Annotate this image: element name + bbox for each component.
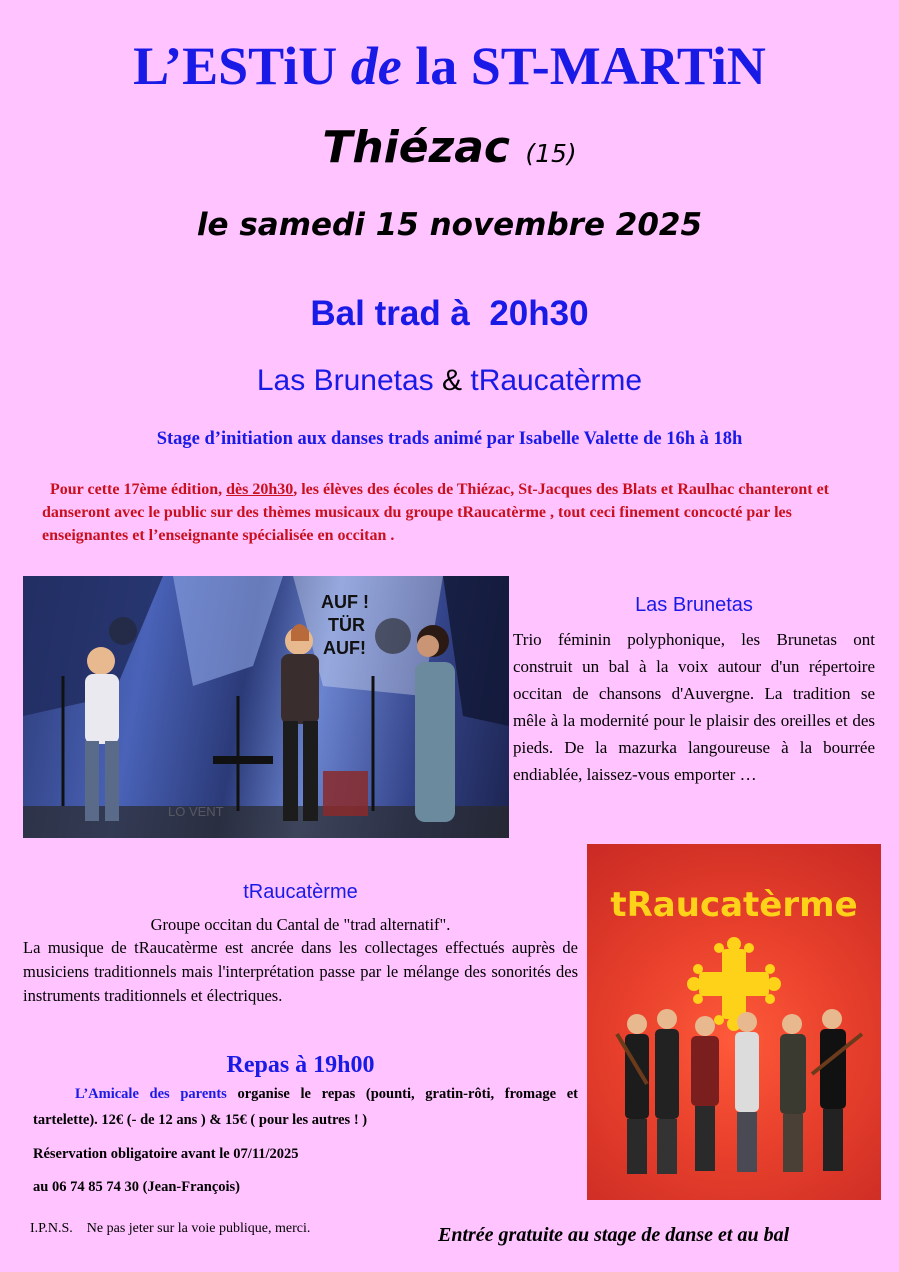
ipns-notice: I.P.N.S. Ne pas jeter sur la voie publique, merci. <box>30 1221 311 1236</box>
repas-details <box>33 1081 578 1133</box>
department-number: (15) <box>525 139 577 168</box>
edition-paragraph <box>42 478 860 547</box>
mural-sign-text: AUF ! <box>321 592 369 612</box>
groups-line <box>0 358 899 404</box>
ampersand: & <box>442 364 463 397</box>
reservation-deadline: Réservation obligatoire avant le 07/11/2025 <box>33 1146 299 1162</box>
stage-photo-illustration <box>23 576 509 838</box>
group-traucaterme: tRaucatèrme <box>470 364 643 397</box>
band-logo: tRaucatèrme <box>610 885 858 925</box>
stage-info: Stage d’initiation aux danses trads animé par Isabelle Valette de 16h à 18h <box>156 429 743 449</box>
traucaterme-heading: tRaucatèrme <box>243 881 358 903</box>
free-entry-notice: Entrée gratuite au stage de danse et au bal <box>438 1224 790 1246</box>
title-de: de <box>350 36 402 96</box>
reservation-phone: au 06 74 85 74 30 (Jean-François) <box>33 1179 241 1195</box>
traucaterme-poster <box>587 844 881 1200</box>
repas-heading: Repas à 19h00 <box>226 1052 375 1078</box>
town-line <box>0 118 899 184</box>
las-brunetas-heading: Las Brunetas <box>635 594 753 616</box>
event-date: le samedi 15 novembre 2025 <box>196 207 703 243</box>
town-name: Thiézac <box>322 122 510 173</box>
traucaterme-description: La musique de tRaucatèrme est ancrée dans les collectages effectués auprès de musiciens traditionnels mais l'interprétation passe par le mélange des sonorités des instruments traditionnels et électriques. <box>23 938 578 1005</box>
edition-time-underlined: dès 20h30 <box>226 481 294 498</box>
bal-time: Bal trad à 20h30 <box>310 294 589 333</box>
las-brunetas-photo <box>23 576 509 838</box>
svg-text:TÜR: TÜR <box>328 615 365 635</box>
las-brunetas-description: Trio féminin polyphonique, les Brunetas ont construit un bal à la voix autour d'un répertoire occitan de chansons d'Auvergne. La tradition se mêle à la modernité pour le plaisir des oreilles et des pieds. De la mazurka langoureuse à la bourrée endiablée, laissez-vous emporter … <box>513 630 875 784</box>
edition-text-after: , les élèves des écoles de Thiézac, St-Jacques des Blats et Raulhac chanteront et danseront avec le public sur des thèmes musicaux du groupe tRaucatèrme , tout ceci finement concocté par les enseignantes et l’enseignante spécialisée en occitan . <box>42 481 830 544</box>
poster-title <box>0 34 899 98</box>
repas-menu-prices: organise le repas (pounti, gratin-rôti, fromage et tartelette). 12€ (- de 12 ans ) & 15€ ( pour les autres ! ) <box>33 1086 578 1128</box>
amicale-des-parents: L’Amicale des parents <box>75 1086 227 1102</box>
title-part1: L’ESTiU <box>133 36 351 96</box>
group-las-brunetas: Las Brunetas <box>256 364 434 397</box>
band-members <box>617 1009 862 1174</box>
title-part2: la ST-MARTiN <box>401 36 766 96</box>
svg-text:AUF!: AUF! <box>323 638 366 658</box>
traucaterme-subtitle: Groupe occitan du Cantal de "trad alternatif". <box>150 915 451 934</box>
edition-text-before: Pour cette 17ème édition, <box>50 481 227 498</box>
band-poster-illustration <box>587 844 881 1200</box>
